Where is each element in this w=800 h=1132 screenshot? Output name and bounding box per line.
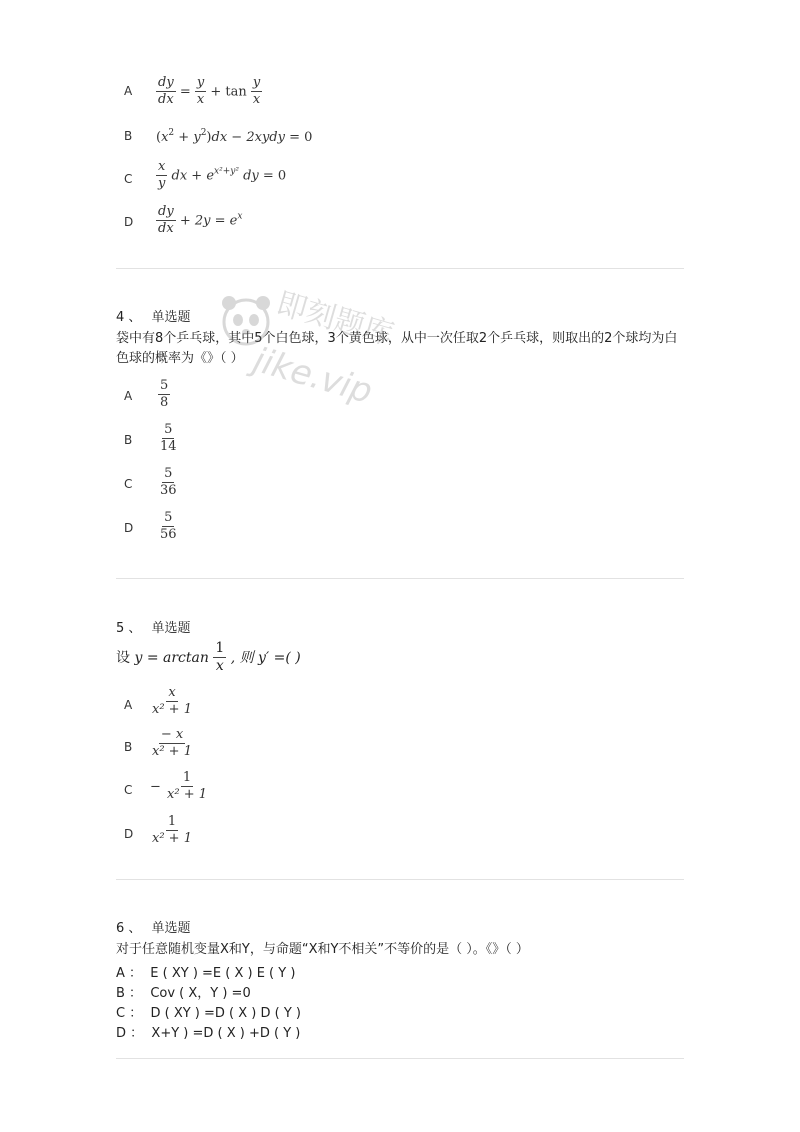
option-letter: C <box>124 477 133 491</box>
option-formula: $\frac{x}{\text{x² + 1}}$ <box>152 685 192 718</box>
option-formula: $\frac{dy}{dx}$ + $2y = e^x$ <box>158 204 243 237</box>
option-formula: $\frac{x}{y}$ dx + $e^{x^2+y^2}$ dy = 0 <box>158 159 287 192</box>
option-letter: D <box>124 827 134 841</box>
question-type: 单选题 <box>151 310 191 325</box>
option-letter: B <box>124 129 133 143</box>
question-number: 5 、 <box>116 621 142 636</box>
option-letter: C <box>124 172 133 186</box>
question-stem: 对于任意随机变量X和Y，与命题“X和Y不相关”不等价的是（ ）。《》（ ） <box>116 942 529 957</box>
divider <box>116 879 684 880</box>
option-letter: C <box>124 783 133 797</box>
divider <box>116 268 684 269</box>
watermark-cn-text: 即刻题库 <box>272 286 398 353</box>
watermark-en-text: jike.vip <box>248 340 377 412</box>
question-stem: 设 y = arctan $\frac{1}{x}$ , 则 y′ =( ) <box>116 640 301 675</box>
q6-option-a: A ： E ( XY ) =E ( X ) E ( Y ) <box>116 966 296 981</box>
question-header <box>116 306 191 325</box>
option-formula: $\frac{dy}{dx}$ = $\frac{y}{x}$ + tan $\frac{y}{x}$ <box>158 75 261 108</box>
option-letter: B <box>124 433 133 447</box>
option-formula: $\frac{5}{56}$ <box>160 510 177 543</box>
question-type: 单选题 <box>151 621 191 636</box>
option-letter: A <box>124 84 133 98</box>
option-formula: $(x^2 + y^2)dx$ − 2xydy = 0 <box>156 128 313 145</box>
option-letter: B <box>124 740 133 754</box>
option-letter: A <box>124 389 133 403</box>
option-formula: $\frac{5}{8}$ <box>160 378 169 411</box>
question-number: 6 、 <box>116 921 142 936</box>
option-formula: $\frac{- x}{\text{x² + 1}}$ <box>152 727 192 760</box>
q6-option-d: D ： X+Y ) =D ( X ) +D ( Y ) <box>116 1026 301 1041</box>
option-formula: − $\frac{1}{\text{x² + 1}}$ <box>150 770 208 803</box>
question-type: 单选题 <box>151 921 191 936</box>
q6-option-b: B ： Cov ( X，Y ) =0 <box>116 986 251 1001</box>
q6-option-c: C ： D ( XY ) =D ( X ) D ( Y ) <box>116 1006 301 1021</box>
option-letter: A <box>124 698 133 712</box>
question-number: 4 、 <box>116 310 142 325</box>
divider <box>116 1058 684 1059</box>
option-letter: D <box>124 215 134 229</box>
divider <box>116 578 684 579</box>
option-letter: D <box>124 521 134 535</box>
option-formula: $\frac{5}{14}$ <box>160 422 177 455</box>
option-formula: $\frac{1}{\text{x² + 1}}$ <box>152 814 192 847</box>
option-formula: $\frac{5}{36}$ <box>160 466 177 499</box>
question-header <box>116 617 191 636</box>
question-header <box>116 917 191 936</box>
question-stem: 袋中有8个乒乓球，其中5个白色球，3个黄色球，从中一次任取2个乒乓球，则取出的2个球均为白色球的概率为《》（ ） <box>116 331 678 366</box>
